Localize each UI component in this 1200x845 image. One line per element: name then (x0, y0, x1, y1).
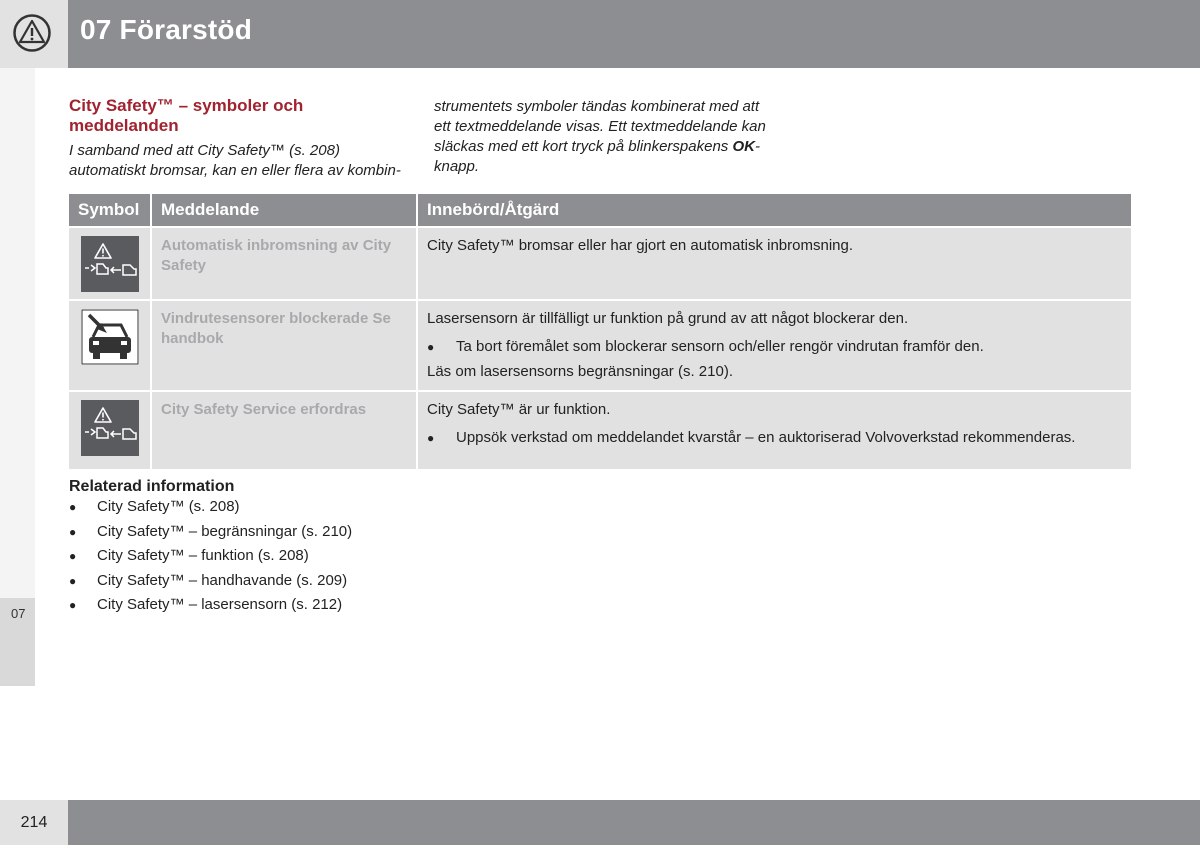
related-link[interactable]: ● City Safety™ – lasersensorn (s. 212) (69, 595, 569, 620)
page-number: 214 (0, 800, 68, 845)
windscreen-sensor-blocked-icon (81, 309, 139, 365)
intro-text-left: I samband med att City Safety™ (s. 208) automatiskt bromsar, kan en eller flera av kombin- (69, 142, 401, 179)
symbol-cell (69, 300, 151, 391)
page-header (0, 0, 1200, 68)
symbol-cell (69, 227, 151, 300)
warning-triangle-icon (13, 14, 51, 52)
meaning-cell (417, 227, 1131, 300)
table-header-row (69, 194, 1131, 227)
related-link[interactable]: ● City Safety™ – funktion (s. 208) (69, 546, 569, 571)
meaning-cell (417, 391, 1131, 469)
ok-button-label: OK (732, 138, 755, 155)
chapter-tab-label: 07 (11, 606, 26, 621)
meaning-note: Läs om lasersensorns begränsningar (s. 210). (427, 363, 733, 380)
intro-text-right (434, 97, 774, 177)
related-info-list (69, 497, 569, 620)
intro-right-suffix: -knapp. (434, 138, 760, 175)
auto-brake-warning-icon (81, 236, 139, 292)
service-warning-icon (81, 400, 139, 456)
intro-right-text: strumentets symboler tändas kombinerat med att ett textmeddelande visas. Ett textmeddelande kan släckas med ett kort tryck på blinkerspakens (434, 98, 766, 155)
header-meaning: Innebörd/Åtgärd (417, 194, 1131, 227)
table-row (69, 227, 1131, 300)
page-footer (0, 800, 1200, 845)
related-info-title: Relaterad information (69, 478, 235, 495)
header-icon-box (0, 0, 68, 68)
chapter-title: 07 Förarstöd (80, 14, 252, 45)
message-cell (151, 300, 417, 391)
chapter-tab[interactable] (0, 598, 35, 686)
meaning-text: Lasersensorn är tillfälligt ur funktion på grund av att något blockerar den. (427, 310, 909, 327)
symbol-cell (69, 391, 151, 469)
message-text: Vindrutesensorer blockerade Se handbok (161, 310, 391, 347)
meaning-bullet: ● Uppsök verkstad om meddelandet kvarstår – en auktoriserad Volvoverkstad rekommenderas. (427, 428, 1122, 448)
table-row (69, 300, 1131, 391)
section-title: City Safety™ – symboler och meddelanden (69, 96, 304, 135)
message-cell (151, 391, 417, 469)
related-link[interactable]: ● City Safety™ (s. 208) (69, 497, 569, 522)
meaning-bullet: ● Ta bort föremålet som blockerar sensorn och/eller rengör vindrutan framför den. (427, 337, 1122, 357)
header-message: Meddelande (151, 194, 417, 227)
header-symbol: Symbol (69, 194, 151, 227)
sidebar-strip (0, 68, 35, 598)
message-text: Automatisk inbromsning av City Safety (161, 237, 392, 274)
related-link[interactable]: ● City Safety™ – handhavande (s. 209) (69, 571, 569, 596)
related-link[interactable]: ● City Safety™ – begränsningar (s. 210) (69, 522, 569, 547)
message-cell (151, 227, 417, 300)
symbols-table (69, 194, 1131, 469)
message-text: City Safety Service erfordras (161, 401, 367, 418)
meaning-text: City Safety™ är ur funktion. (427, 401, 611, 418)
meaning-text: City Safety™ bromsar eller har gjort en automatisk inbromsning. (427, 237, 854, 254)
table-row (69, 391, 1131, 469)
meaning-cell (417, 300, 1131, 391)
